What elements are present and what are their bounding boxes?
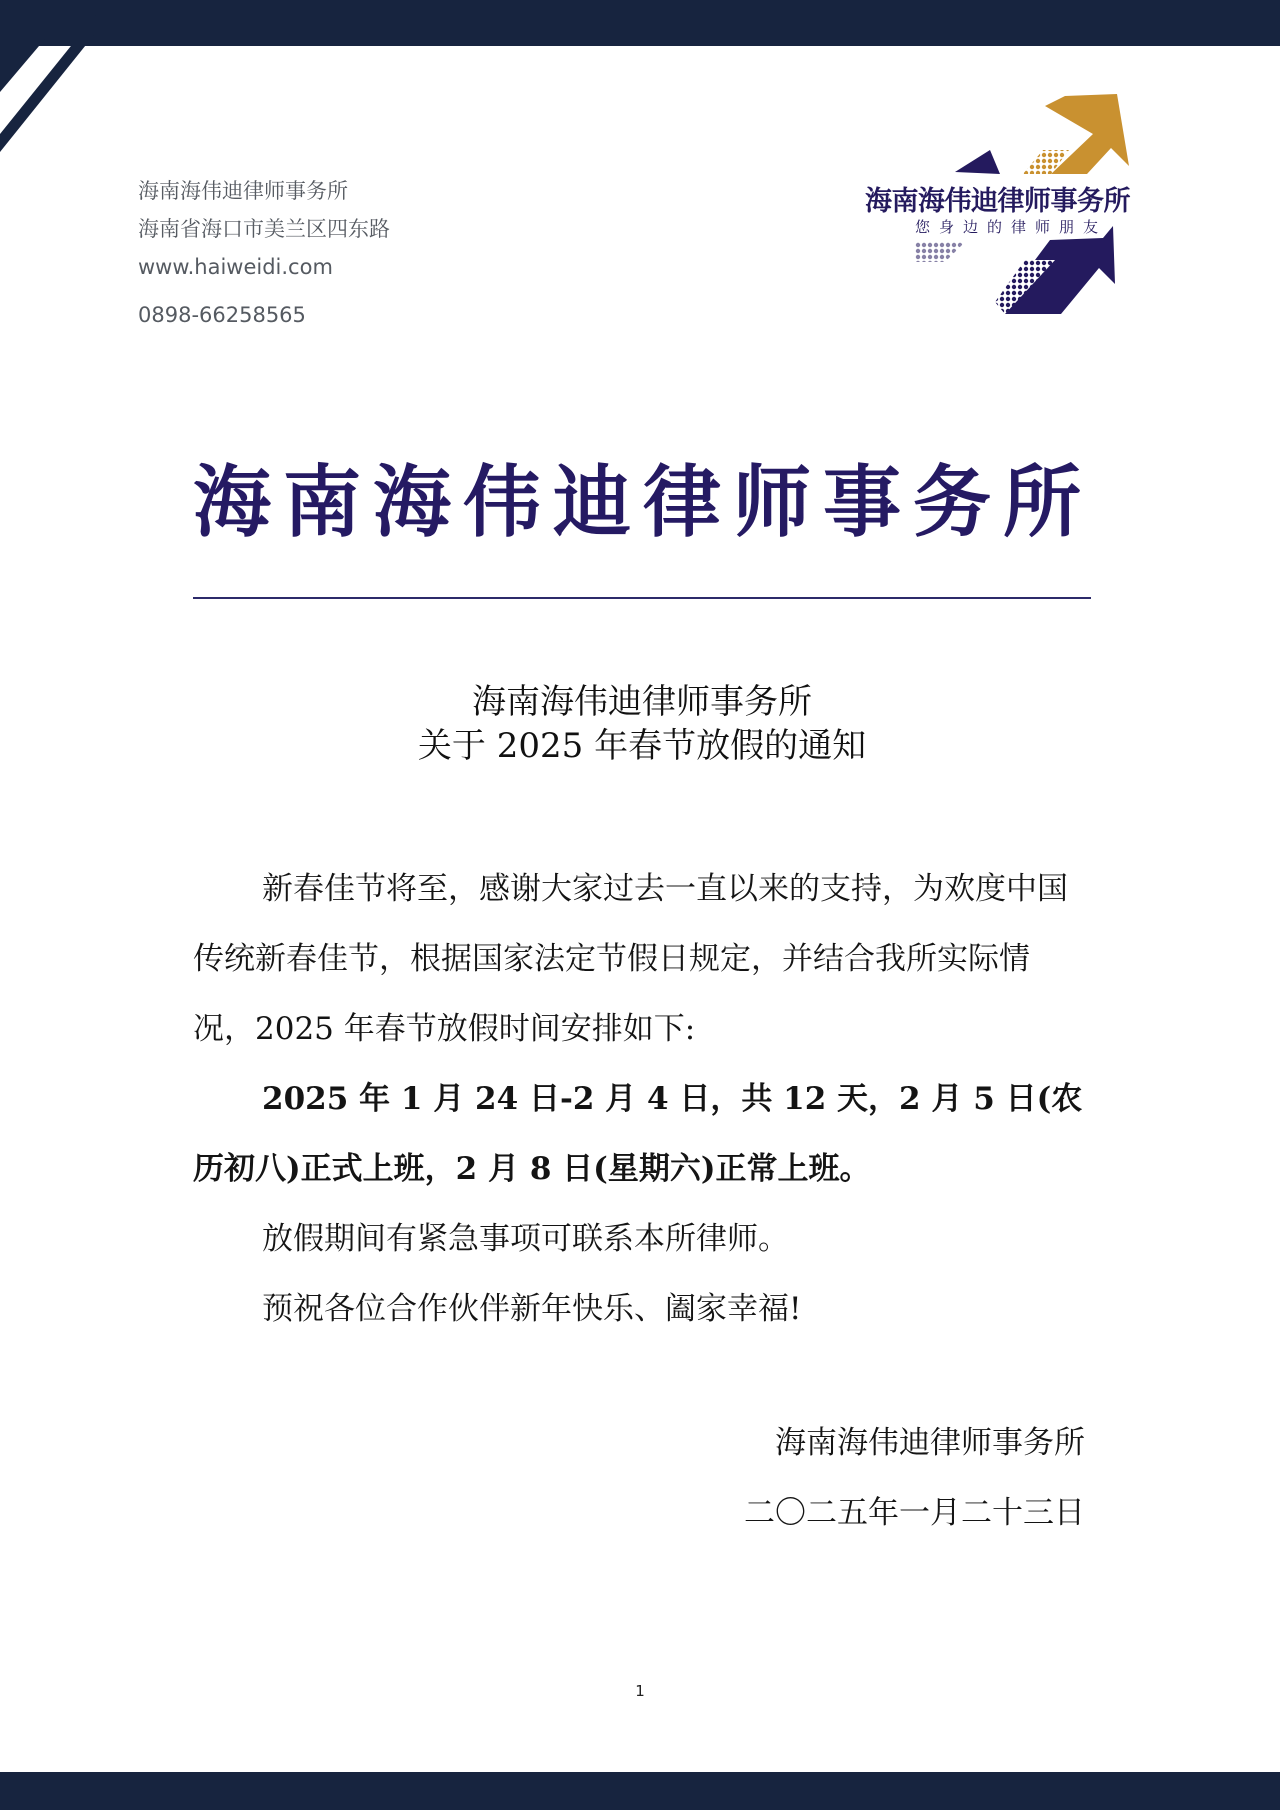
notice-paragraph: 新春佳节将至，感谢大家过去一直以来的支持，为欢度中国传统新春佳节，根据国家法定节假日规定，并结合我所实际情况，2025 年春节放假时间安排如下: bbox=[193, 871, 1068, 1047]
firm-logo bbox=[855, 92, 1185, 332]
notice-paragraph-schedule: 2025 年 1 月 24 日-2 月 4 日，共 12 天，2 月 5 日(农历初八)正式上班，2 月 8 日(星期六)正常上班。 bbox=[193, 1081, 1083, 1187]
notice-title bbox=[193, 680, 1091, 768]
title-divider bbox=[193, 597, 1091, 599]
bottom-footer-band bbox=[0, 1772, 1280, 1810]
letterhead-title: 海南海伟迪律师事务所 bbox=[193, 458, 1094, 548]
contact-website: www.haiweidi.com bbox=[138, 255, 333, 279]
signature-org: 海南海伟迪律师事务所 bbox=[775, 1425, 1085, 1461]
notice-title-line2: 关于 2025 年春节放假的通知 bbox=[417, 726, 867, 766]
notice-body bbox=[193, 854, 1091, 1344]
notice-paragraph: 预祝各位合作伙伴新年快乐、阖家幸福! bbox=[262, 1291, 802, 1327]
contact-phone: 0898-66258565 bbox=[138, 303, 306, 327]
contact-address: 海南省海口市美兰区四东路 bbox=[138, 217, 390, 241]
notice-paragraph: 放假期间有紧急事项可联系本所律师。 bbox=[262, 1221, 789, 1257]
page-number: 1 bbox=[635, 1682, 645, 1700]
contact-block bbox=[138, 172, 390, 334]
top-header-band bbox=[0, 0, 1280, 46]
corner-stripe-decoration bbox=[0, 0, 130, 160]
contact-firm-name: 海南海伟迪律师事务所 bbox=[138, 179, 348, 203]
logo-slogan: 您身边的律师朋友 bbox=[915, 218, 1108, 236]
notice-title-line1: 海南海伟迪律师事务所 bbox=[472, 682, 812, 722]
logo-firm-name: 海南海伟迪律师事务所 bbox=[865, 186, 1130, 217]
signature-block bbox=[593, 1408, 1085, 1548]
signature-date: 二〇二五年一月二十三日 bbox=[744, 1495, 1085, 1531]
